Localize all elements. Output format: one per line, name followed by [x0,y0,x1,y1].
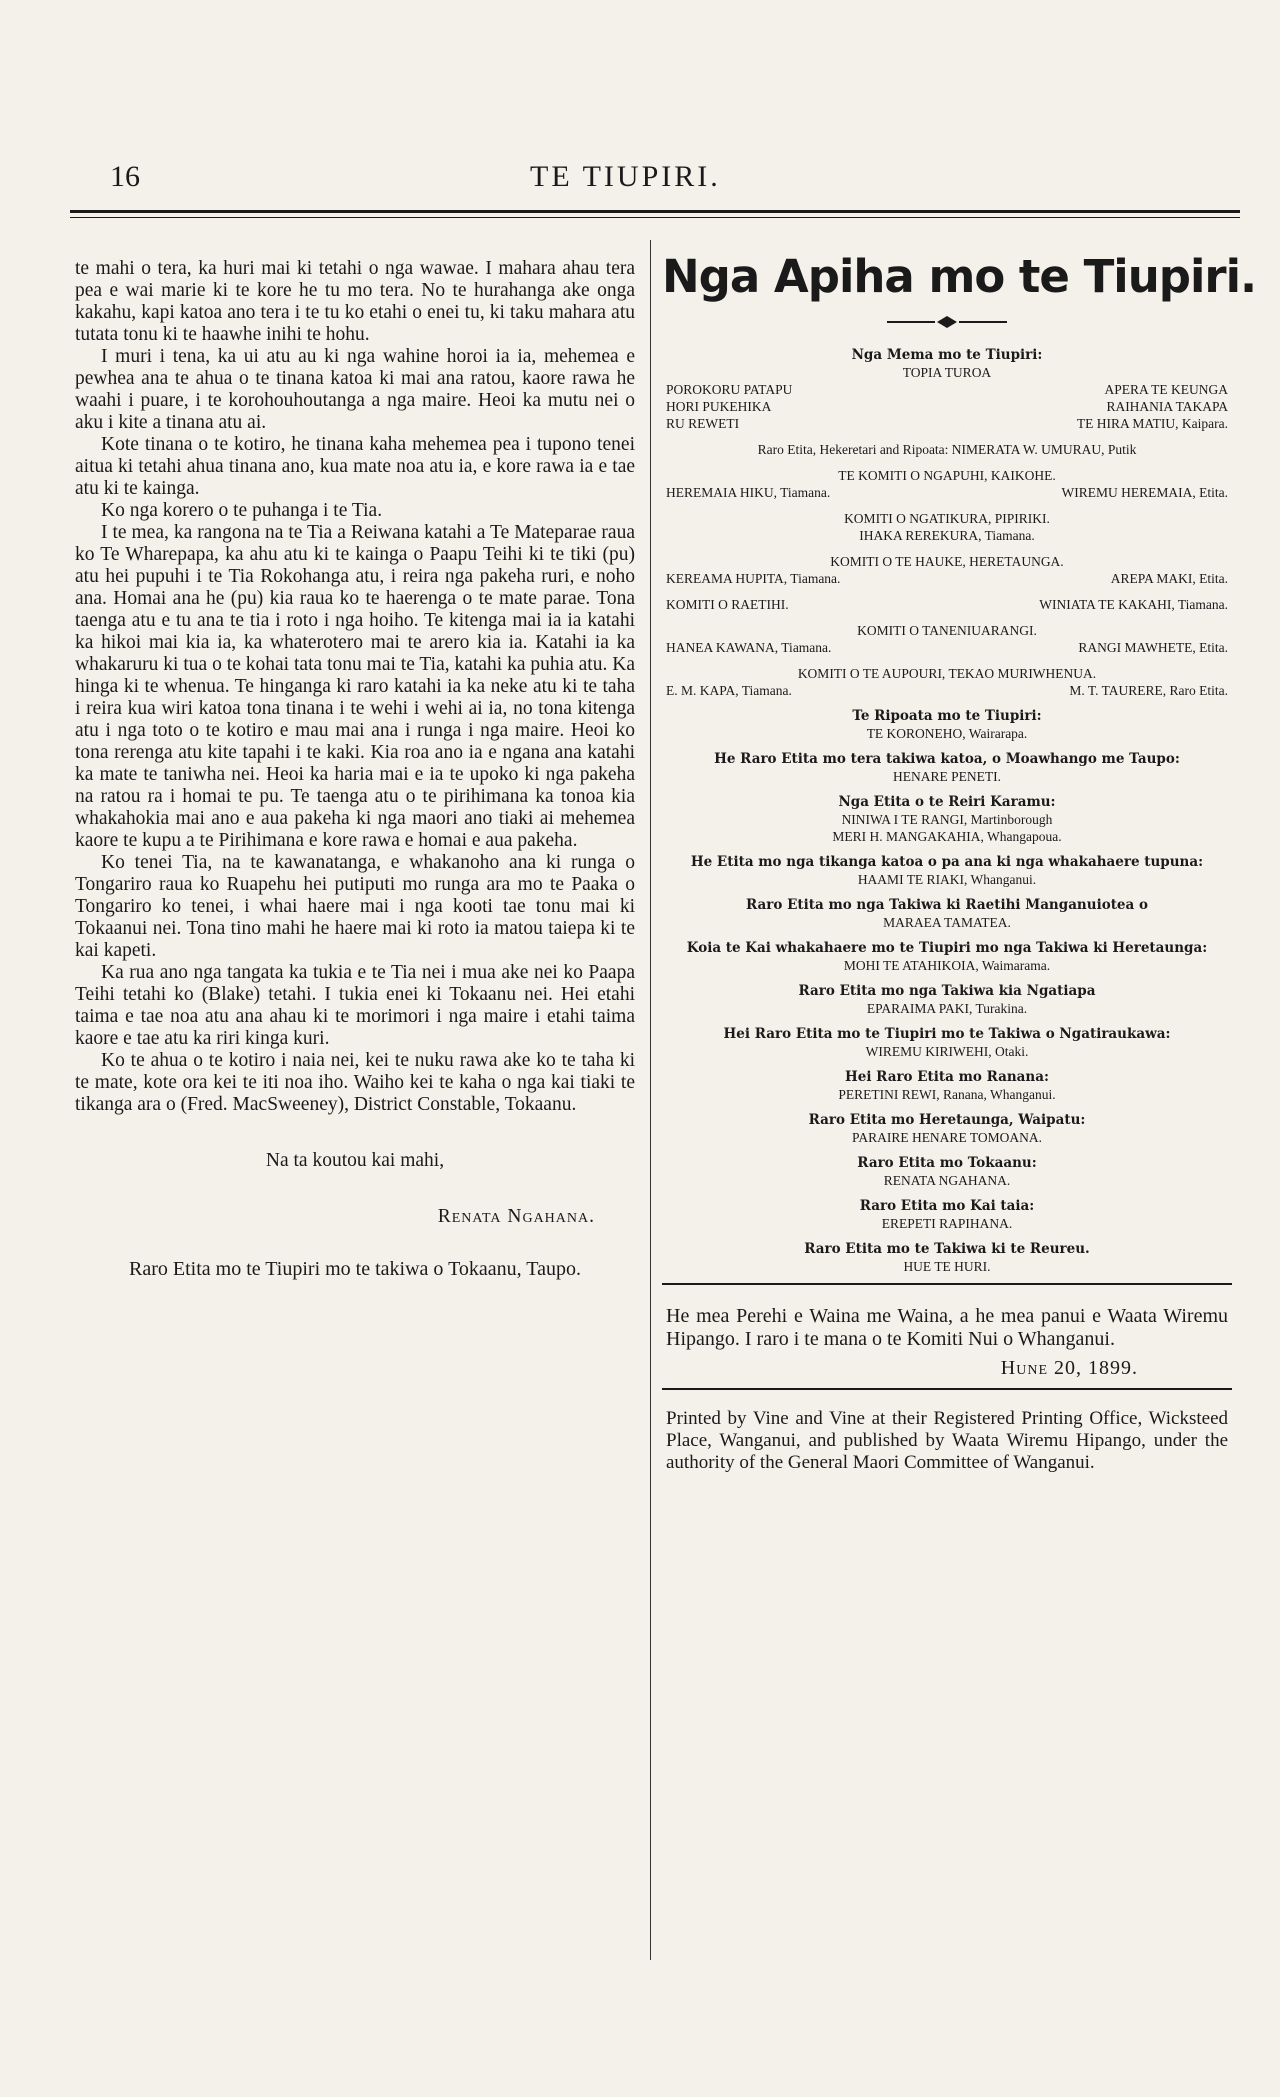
editor-line: Raro Etita, Hekeretari and Ripoata: NIMERATA W. UMURAU, Putik [757,442,1137,457]
ornament-divider [887,315,1007,329]
committee-member: AREPA MAKI, Etita. [1110,571,1228,586]
member-name: HORI PUKEHIKA [666,399,772,414]
column-divider [650,240,651,1960]
member-name: TOPIA TUROA [902,365,992,380]
committee-name: KOMITI O TE HAUKE, HERETAUNGA. [830,554,1064,569]
role-holder: EREPETI RAPIHANA. [881,1216,1013,1231]
committee-name: KOMITI O TE AUPOURI, TEKAO MURIWHENUA. [797,666,1097,681]
committee-member: KEREAMA HUPITA, Tiamana. [666,571,841,586]
committee-member: HANEA KAWANA, Tiamana. [666,640,832,655]
member-name: RAIHANIA TAKAPA [1106,399,1228,414]
role-holder: MARAEA TAMATEA. [883,915,1011,930]
role-title: Raro Etita mo Tokaanu: [857,1155,1037,1171]
member-row [662,415,1232,432]
member-row [662,381,1232,398]
committee-members [662,639,1232,656]
letter-signoff: Raro Etita mo te Tiupiri mo te takiwa o Tokaanu, Taupo. [129,1258,581,1280]
letter-paragraph: I te mea, ka rangona na te Tia a Reiwana katahi a Te Mateparae raua ko Te Wharepapa, ka ahu atu ki te kainga o Paapu Teihi ki te tiki (pu) atu hei pupuhi i te Tia Rokohanga atu, i reira nga pakeha ruri, e noho ana. Homai ana he (pu) kia raua ko te haerenga o te mate parae. Tona taenga atu e tu ana te tia i roto i nga hoiho. Te kitenga mai ia ia katahi ka hikoi mai kia ia, ka whaterotero mai te arero kia ia. Katahi ia ka whakaruru ki tua o te kohai tata tonu mai te Tia, katahi ka puhia atu. Ka hinga ki te whenua. Te hinganga ki raro katahi ia ka neke atu ki te taha i reira kua wiri katoa tona tinana i te wehi i wehi ai ia, no tona kitenga atu i nga toto o te kotiro e mau mai ana i runga i nga maire. Heoi ko tona rerenga atu kite tapahi i te kaki. Kia roa ano ia e ngana ana katahi ka mate te taniwha nei. Heoi ka haria mai e ia te upoko ki nga pakeha na ratou ra i homai te pu. Te taenga atu o te pirihimana ka tonoa kia whakahokia mai ano e aua pakeha ki nga maori ano tiaki ai mehemea kaore te kupu a te Pirihimana e kore rawa e homai e aua pakeha. [75,522,635,851]
committee-member: IHAKA REREKURA, Tiamana. [859,528,1035,543]
role-holder: HENARE PENETI. [893,769,1001,784]
committee-member: M. T. TAURERE, Raro Etita. [1069,683,1228,698]
letter-column [75,258,635,1281]
member-name: TE HIRA MATIU, Kaipara. [1076,416,1228,431]
committee-members [662,596,1232,613]
letter-paragraph: Kote tinana o te kotiro, he tinana kaha mehemea pea i tupono tenei aitua ki tetahi ahua tinana ano, kua mate noa atu ia, e kore rawa ia e tae atu ki te kainga. [75,434,635,499]
role-title: Te Ripoata mo te Tiupiri: [852,708,1042,724]
committee-member: WIREMU HEREMAIA, Etita. [1061,485,1228,500]
committee-member: E. M. KAPA, Tiamana. [666,683,792,698]
role-title: He Etita mo nga tikanga katoa o pa ana ki nga whakahaere tupuna: [690,854,1204,870]
role-holder: HAAMI TE RIAKI, Whanganui. [857,872,1037,887]
role-holder: WIREMU KIRIWEHI, Otaki. [865,1044,1029,1059]
notice-text: He mea Perehi e Waina me Waina, a he mea panui e Waata Wiremu Hipango. I raro i te mana o te Komiti Nui o Whanganui. [666,1305,1228,1350]
role-holder: RENATA NGAHANA. [883,1173,1011,1188]
letter-signature: Renata Ngahana. [437,1206,595,1227]
officers-roster [662,347,1232,1275]
committee-name: TE KOMITI O NGAPUHI, KAIKOHE. [838,468,1056,483]
role-holder: MOHI TE ATAHIKOIA, Waimarama. [843,958,1051,973]
role-holder: PARAIRE HENARE TOMOANA. [852,1130,1042,1145]
role-holder: MERI H. MANGAKAHIA, Whangapoua. [832,829,1062,844]
officers-heading: Nga Apiha mo te Tiupiri. [662,250,1257,303]
role-title: Raro Etita mo te Takiwa ki te Reureu. [804,1241,1090,1257]
publication-notice [662,1305,1232,1380]
committee-member: WINIATA TE KAKAHI, Tiamana. [1039,597,1228,612]
committee-members [662,484,1232,501]
letter-paragraph: Ko tenei Tia, na te kawanatanga, e whakanoho ana ki runga o Tongariro raua ko Ruapehu hei putiputi mo runga ara mo te Paaka o Tongariro ko tenei, i whai haere mai i nga kooti tae tonu mai ki Tokaanui nei. Tona tino mahi he haere mai ki roto ia matou taiepa ki te kai kapeti. [75,852,635,961]
role-title: Hei Raro Etita mo te Tiupiri mo te Takiwa o Ngatiraukawa: [723,1026,1171,1042]
role-title: Raro Etita mo Heretaunga, Waipatu: [808,1112,1086,1128]
printer-imprint: Printed by Vine and Vine at their Registered Printing Office, Wicksteed Place, Wanganui, and published by Waata Wiremu Hipango, under the authority of the General Maori Committee of Wanganui. [666,1408,1228,1473]
header-rule-thick [70,210,1240,213]
committee-member: HEREMAIA HIKU, Tiamana. [666,485,831,500]
page-number: 16 [110,160,140,193]
member-name: RU REWETI [666,416,740,431]
member-name: APERA TE KEUNGA [1104,382,1228,397]
letter-paragraph: Ko te ahua o te kotiro i naia nei, kei te nuku rawa ake ko te taha ki te mate, kote ora kei te iti noa iho. Waiho kei te kaha o nga kai tiaki te tikanga ara o (Fred. MacSweeney), District Constable, Tokaanu. [75,1050,635,1115]
notice-date: Hune 20, 1899. [1000,1357,1138,1379]
role-holder: HUE TE HURI. [903,1259,991,1274]
officers-column [662,250,1257,1474]
section-rule [662,1388,1232,1390]
member-row [662,398,1232,415]
header-rule-thin [70,217,1240,218]
role-holder: NINIWA I TE RANGI, Martinborough [841,812,1053,827]
letter-paragraph: Ka rua ano nga tangata ka tukia e te Tia nei i mua ake nei ko Paapa Teihi tetahi ko (Blake) tetahi. I tukia enei ki Tokaanu nei. Hei etahi taima e tae noa atu ana ahau ki te morimori i nga maire i etahi taima kaore e tae atu ka riri kinga kuri. [75,962,635,1049]
committee-members [662,570,1232,587]
committee-name: KOMITI O RAETIHI. [666,597,789,612]
role-title: Hei Raro Etita mo Ranana: [845,1069,1049,1085]
member-name: POROKORU PATAPU [666,382,793,397]
role-holder: EPARAIMA PAKI, Turakina. [866,1001,1028,1016]
committee-name: KOMITI O NGATIKURA, PIPIRIKI. [844,511,1050,526]
members-label: Nga Mema mo te Tiupiri: [851,347,1043,363]
role-title: Raro Etita mo nga Takiwa ki Raetihi Manganuiotea o [746,897,1148,913]
letter-subheading: Ko nga korero o te puhanga i te Tia. [101,500,383,521]
letter-paragraph: te mahi o tera, ka huri mai ki tetahi o nga wawae. I mahara ahau tera pea e wai marie ki te kore he tu mo tera. No te hurahanga ake onga kakahu, kapi katoa ano tera i te tu ko etahi o enei tu, ki taku mahara atu tutata tonu ki te haawhe inihi te hohu. [75,258,635,345]
committee-members [662,682,1232,699]
committee-member: RANGI MAWHETE, Etita. [1078,640,1228,655]
role-title: Raro Etita mo Kai taia: [859,1198,1035,1214]
role-title: Raro Etita mo nga Takiwa kia Ngatiapa [798,983,1096,999]
role-holder: TE KORONEHO, Wairarapa. [866,726,1028,741]
role-title: He Raro Etita mo tera takiwa katoa, o Moawhango me Taupo: [714,751,1180,767]
section-rule [662,1283,1232,1285]
role-holder: PERETINI REWI, Ranana, Whanganui. [838,1087,1056,1102]
letter-paragraph: I muri i tena, ka ui atu au ki nga wahine horoi ia ia, mehemea e pewhea ana te ahua o te tinana katoa ki mai ana ratou, kaore rawa he waahi i puare, i te korohouhoutanga a nga maire. Heoi ka mutu nei o aku i kite a tinana atu ai. [75,346,635,433]
running-title: TE TIUPIRI. [530,160,721,193]
role-title: Nga Etita o te Reiri Karamu: [838,794,1056,810]
committee-name: KOMITI O TANENIUARANGI. [857,623,1037,638]
page-header [110,160,1180,208]
role-title: Koia te Kai whakahaere mo te Tiupiri mo nga Takiwa ki Heretaunga: [686,940,1208,956]
letter-closing: Na ta koutou kai mahi, [265,1150,445,1171]
